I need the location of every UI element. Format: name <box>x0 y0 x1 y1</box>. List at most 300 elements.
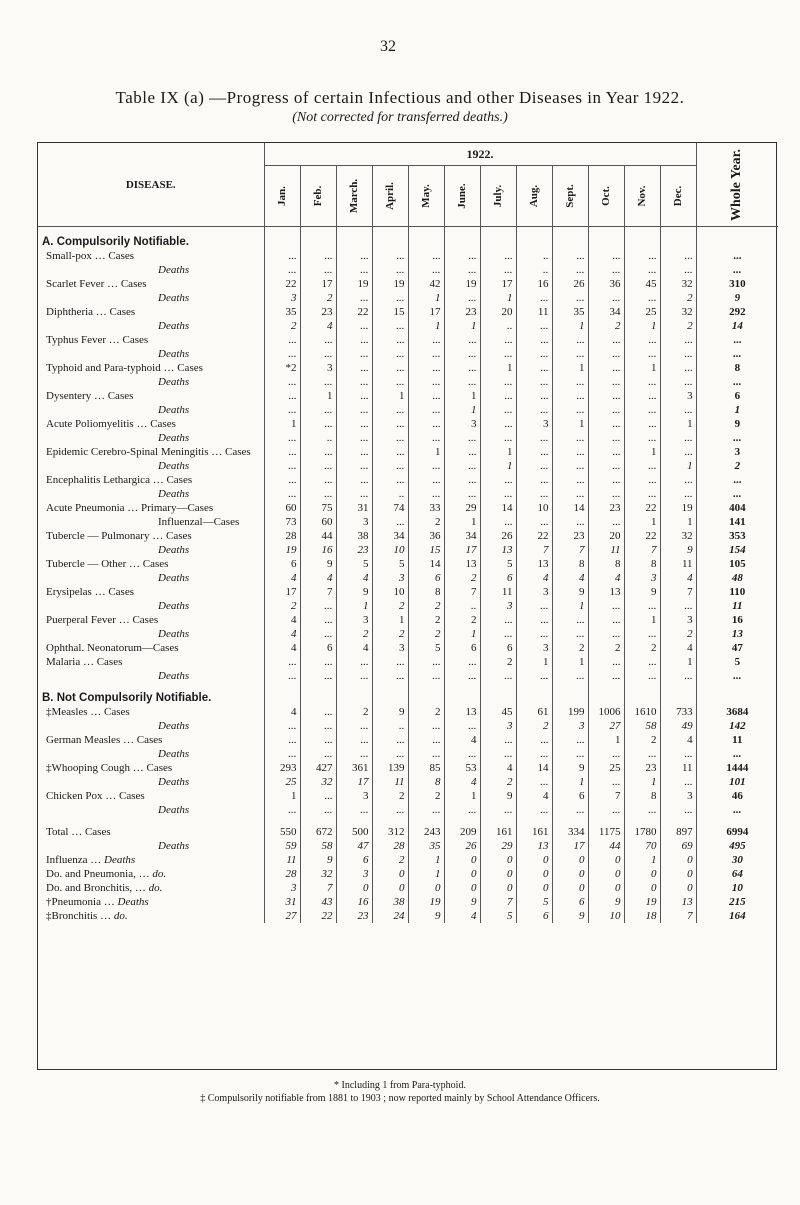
month-cell: 34 <box>372 529 408 543</box>
month-cell: ... <box>408 333 444 347</box>
month-cell: ... <box>444 361 480 375</box>
month-cell: ... <box>588 375 624 389</box>
month-cell: 26 <box>480 529 516 543</box>
month-cell: 29 <box>444 501 480 515</box>
deaths-row <box>38 263 778 277</box>
month-cell: ... <box>372 403 408 417</box>
deaths-row <box>38 543 778 557</box>
row-text: Cases <box>84 826 111 838</box>
row-text: Cases <box>96 656 123 668</box>
month-cell: 2 <box>408 599 444 613</box>
month-cell: ... <box>336 347 372 361</box>
month-cell: ... <box>372 733 408 747</box>
month-cell: ... <box>444 669 480 683</box>
disease-label <box>38 839 264 853</box>
month-cell: ... <box>480 375 516 389</box>
month-cell: 22 <box>336 305 372 319</box>
month-cell: ... <box>264 347 300 361</box>
month-cell: 13 <box>444 557 480 571</box>
row-text: ‡Bronchitis <box>46 910 98 922</box>
whole-year-cell: 6994 <box>696 825 778 839</box>
month-cell: ... <box>552 403 588 417</box>
row-text: Cases <box>120 278 147 290</box>
row-text: do. <box>152 868 167 880</box>
month-cell: 3 <box>516 641 552 655</box>
month-cell: ... <box>336 263 372 277</box>
month-cell: ... <box>552 291 588 305</box>
whole-year-cell: 11 <box>696 733 778 747</box>
row-text: Total <box>46 826 69 838</box>
whole-year-cell: ... <box>696 473 778 487</box>
month-cell: ... <box>264 263 300 277</box>
month-cell: 1 <box>264 789 300 803</box>
month-cell: ... <box>552 487 588 501</box>
month-cell: 2 <box>300 291 336 305</box>
month-cell: 6 <box>480 641 516 655</box>
month-cell: 0 <box>588 881 624 895</box>
month-cell: ... <box>552 431 588 445</box>
month-cell: ... <box>408 669 444 683</box>
month-cell: 8 <box>624 557 660 571</box>
month-cell: ... <box>624 417 660 431</box>
month-cell: ... <box>300 263 336 277</box>
month-label: July. <box>492 184 504 208</box>
month-cell: 38 <box>336 529 372 543</box>
month-cell: ... <box>264 733 300 747</box>
row-text: Cases <box>104 706 130 718</box>
whole-year-cell: 8 <box>696 361 778 375</box>
month-cell: ... <box>444 333 480 347</box>
month-cell: 1 <box>624 613 660 627</box>
row-text: German Measles <box>46 734 121 746</box>
month-cell: ... <box>336 403 372 417</box>
disease-label <box>38 487 264 501</box>
month-cell: ... <box>588 291 624 305</box>
month-cell: ... <box>336 473 372 487</box>
month-cell: 500 <box>336 825 372 839</box>
cases-row <box>38 249 778 263</box>
month-cell: ... <box>408 655 444 669</box>
month-cell: 334 <box>552 825 588 839</box>
month-cell: 4 <box>552 571 588 585</box>
month-cell: 36 <box>408 529 444 543</box>
month-cell: 4 <box>660 571 696 585</box>
disease-label: Diphtheria … Cases <box>46 306 136 318</box>
month-cell: 11 <box>588 543 624 557</box>
month-cell: 0 <box>480 881 516 895</box>
month-cell: ... <box>516 445 552 459</box>
month-cell: 17 <box>336 775 372 789</box>
month-cell: .. <box>444 599 480 613</box>
empty-cell <box>264 683 300 705</box>
month-header <box>660 166 696 227</box>
month-cell: ... <box>444 445 480 459</box>
month-cell: ... <box>336 291 372 305</box>
month-cell: ... <box>444 263 480 277</box>
month-cell: 73 <box>264 515 300 529</box>
month-header <box>588 166 624 227</box>
month-cell: ... <box>624 803 660 817</box>
month-cell: 1 <box>444 627 480 641</box>
deaths-row <box>38 599 778 613</box>
row-text: Cases <box>166 474 193 486</box>
month-cell: ... <box>660 775 696 789</box>
row-text: Deaths <box>158 376 190 388</box>
month-cell: 19 <box>624 895 660 909</box>
whole-year-cell: ... <box>696 375 778 389</box>
disease-label <box>38 599 264 613</box>
month-cell: 10 <box>516 501 552 515</box>
month-cell: 74 <box>372 501 408 515</box>
month-cell: ... <box>264 375 300 389</box>
month-cell: ... <box>624 263 660 277</box>
month-cell: ... <box>372 375 408 389</box>
month-cell: 1 <box>624 775 660 789</box>
month-cell: 1 <box>444 319 480 333</box>
row-text: Deaths <box>158 460 190 472</box>
month-cell: ... <box>516 775 552 789</box>
empty-cell <box>588 227 624 250</box>
month-cell: 25 <box>264 775 300 789</box>
row-text: Epidemic Cerebro-Spinal Meningitis <box>46 446 209 458</box>
month-cell: 0 <box>336 881 372 895</box>
disease-label: Tubercle — Other … Cases <box>46 558 169 570</box>
month-cell: 9 <box>300 853 336 867</box>
month-cell: ... <box>264 249 300 263</box>
row-text: Dysentery <box>46 390 92 402</box>
month-cell: 3 <box>480 719 516 733</box>
row-text: Deaths <box>117 896 149 908</box>
month-cell: 1 <box>552 417 588 431</box>
month-cell: ... <box>624 291 660 305</box>
month-cell: ... <box>444 291 480 305</box>
deaths-row <box>38 867 778 881</box>
month-cell: 1 <box>372 389 408 403</box>
disease-label <box>38 459 264 473</box>
month-cell: 4 <box>300 319 336 333</box>
month-cell: 22 <box>516 529 552 543</box>
month-cell: 9 <box>588 895 624 909</box>
month-cell: 1 <box>552 319 588 333</box>
table-subtitle: (Not corrected for transferred deaths.) <box>292 110 508 125</box>
month-cell: 3 <box>552 719 588 733</box>
deaths-row <box>38 627 778 641</box>
month-cell: ... <box>372 473 408 487</box>
month-cell: 14 <box>480 501 516 515</box>
row-text: Diphtheria <box>46 306 94 318</box>
month-cell: 1 <box>408 319 444 333</box>
month-cell: 58 <box>624 719 660 733</box>
month-cell: ... <box>480 417 516 431</box>
month-cell: 9 <box>336 585 372 599</box>
month-cell: 11 <box>372 775 408 789</box>
month-cell: ... <box>444 719 480 733</box>
month-cell: 1 <box>660 515 696 529</box>
empty-cell <box>336 817 372 825</box>
month-cell: ... <box>372 361 408 375</box>
row-text: Puerperal Fever <box>46 614 116 626</box>
whole-year-cell: 1 <box>696 403 778 417</box>
month-cell: ... <box>516 669 552 683</box>
month-cell: ... <box>300 719 336 733</box>
month-cell: ... <box>336 249 372 263</box>
month-cell: 49 <box>660 719 696 733</box>
row-text: Cases <box>177 362 203 374</box>
empty-cell <box>300 817 336 825</box>
empty-cell <box>696 227 778 250</box>
disease-label: Do. and Bronchitis, … do. <box>46 882 163 894</box>
month-cell: ... <box>588 445 624 459</box>
disease-label: Malaria … Cases <box>46 656 123 668</box>
spacer-row <box>38 817 778 825</box>
disease-label: Total … Cases <box>46 826 111 838</box>
month-cell: 2 <box>480 655 516 669</box>
month-cell: 13 <box>516 557 552 571</box>
month-cell: 1 <box>480 291 516 305</box>
deaths-row <box>38 775 778 789</box>
disease-table <box>38 143 778 923</box>
month-cell: 14 <box>516 761 552 775</box>
month-cell: ... <box>624 431 660 445</box>
cases-row <box>38 361 778 375</box>
month-cell: 0 <box>588 853 624 867</box>
month-cell: 28 <box>372 839 408 853</box>
month-cell: 2 <box>660 627 696 641</box>
month-cell: ... <box>660 473 696 487</box>
month-cell: 4 <box>264 571 300 585</box>
row-text: Deaths <box>158 404 190 416</box>
row-text: Influenzal—Cases <box>158 516 240 528</box>
month-cell: 31 <box>336 501 372 515</box>
month-cell: 2 <box>372 599 408 613</box>
disease-label: ‡Bronchitis … do. <box>46 910 128 922</box>
month-cell: ... <box>516 599 552 613</box>
month-cell: 25 <box>588 761 624 775</box>
month-cell: 161 <box>480 825 516 839</box>
empty-cell <box>38 817 264 825</box>
month-cell: ... <box>300 445 336 459</box>
row-text: Typhoid and Para-typhoid <box>46 362 161 374</box>
month-cell: ... <box>336 459 372 473</box>
month-cell: 897 <box>660 825 696 839</box>
row-text: do. <box>113 910 128 922</box>
month-cell: 1 <box>336 599 372 613</box>
month-cell: 6 <box>444 641 480 655</box>
row-text: Deaths <box>158 264 190 276</box>
deaths-row <box>38 909 778 923</box>
month-cell: 4 <box>336 571 372 585</box>
month-cell: 4 <box>444 909 480 923</box>
row-text: Deaths <box>158 670 190 682</box>
month-cell: ... <box>516 403 552 417</box>
month-cell: 2 <box>588 641 624 655</box>
month-cell: 8 <box>624 789 660 803</box>
month-cell: 4 <box>516 789 552 803</box>
month-cell: 7 <box>300 881 336 895</box>
month-cell: ... <box>336 431 372 445</box>
month-cell: 0 <box>552 853 588 867</box>
disease-label: Scarlet Fever … Cases <box>46 278 147 290</box>
month-cell: ... <box>516 333 552 347</box>
month-cell: 1 <box>552 775 588 789</box>
month-cell: ... <box>588 263 624 277</box>
month-cell: ... <box>588 775 624 789</box>
month-cell: 1 <box>444 515 480 529</box>
row-text: Deaths <box>104 854 136 866</box>
row-text: Ophthal. Neonatorum—Cases <box>46 642 179 654</box>
month-cell: 0 <box>516 853 552 867</box>
month-cell: 17 <box>552 839 588 853</box>
month-cell: ... <box>300 347 336 361</box>
month-cell: 75 <box>300 501 336 515</box>
month-header <box>480 166 516 227</box>
month-cell: 0 <box>444 881 480 895</box>
month-cell: ... <box>480 249 516 263</box>
month-label: Nov. <box>636 185 648 207</box>
deaths-row <box>38 853 778 867</box>
cases-row <box>38 705 778 719</box>
month-cell: ... <box>516 375 552 389</box>
month-cell: 4 <box>300 571 336 585</box>
month-cell: 70 <box>624 839 660 853</box>
empty-cell <box>264 817 300 825</box>
month-cell: 1 <box>660 459 696 473</box>
whole-year-cell: ... <box>696 669 778 683</box>
deaths-row <box>38 571 778 585</box>
month-cell: 2 <box>444 571 480 585</box>
month-cell: ... <box>372 515 408 529</box>
cases-row <box>38 389 778 403</box>
month-cell: 7 <box>588 789 624 803</box>
month-cell: ... <box>516 733 552 747</box>
month-cell: .. <box>300 431 336 445</box>
month-cell: ... <box>372 263 408 277</box>
month-cell: 1 <box>480 459 516 473</box>
month-cell: 2 <box>660 291 696 305</box>
month-cell: ... <box>372 747 408 761</box>
row-text: Deaths <box>158 804 190 816</box>
empty-cell <box>480 683 516 705</box>
month-cell: ... <box>336 389 372 403</box>
whole-year-cell: 11 <box>696 599 778 613</box>
month-cell: 16 <box>336 895 372 909</box>
month-cell: ... <box>336 319 372 333</box>
month-cell: ... <box>516 291 552 305</box>
row-text: †Pneumonia <box>46 896 101 908</box>
whole-year-cell: 16 <box>696 613 778 627</box>
month-cell: ... <box>336 333 372 347</box>
row-text: Deaths <box>158 748 190 760</box>
month-cell: ... <box>588 627 624 641</box>
disease-label: Do. and Pneumonia, … do. <box>46 868 167 880</box>
month-cell: 2 <box>264 599 300 613</box>
month-cell: 5 <box>372 557 408 571</box>
month-cell: 5 <box>480 909 516 923</box>
month-cell: 3 <box>336 515 372 529</box>
month-cell: 361 <box>336 761 372 775</box>
whole-year-cell: ... <box>696 249 778 263</box>
empty-cell <box>408 227 444 250</box>
month-cell: 44 <box>588 839 624 853</box>
month-cell: 8 <box>552 557 588 571</box>
whole-year-cell: 48 <box>696 571 778 585</box>
empty-cell <box>300 683 336 705</box>
disease-label: Epidemic Cerebro-Spinal Meningitis … Cases <box>46 446 251 458</box>
month-cell: ... <box>660 403 696 417</box>
month-cell: ... <box>480 613 516 627</box>
month-cell: 17 <box>300 277 336 291</box>
empty-cell <box>552 683 588 705</box>
month-cell: 9 <box>552 909 588 923</box>
whole-year-cell: 10 <box>696 881 778 895</box>
month-cell: 17 <box>480 277 516 291</box>
month-cell: ... <box>552 389 588 403</box>
month-cell: ... <box>264 655 300 669</box>
month-cell: 36 <box>588 277 624 291</box>
month-cell: 17 <box>264 585 300 599</box>
month-cell: 3 <box>624 571 660 585</box>
month-cell: .. <box>372 719 408 733</box>
row-text: Scarlet Fever <box>46 278 105 290</box>
month-cell: ... <box>480 389 516 403</box>
row-text: Cases <box>225 446 251 458</box>
month-cell: 13 <box>588 585 624 599</box>
month-cell: ... <box>372 655 408 669</box>
month-label: Dec. <box>672 185 685 207</box>
disease-label <box>38 347 264 361</box>
month-cell: 26 <box>552 277 588 291</box>
month-cell: 15 <box>372 305 408 319</box>
month-cell: 45 <box>480 705 516 719</box>
empty-cell <box>372 683 408 705</box>
month-cell: ... <box>264 459 300 473</box>
month-cell: ... <box>660 333 696 347</box>
month-cell: 8 <box>408 775 444 789</box>
month-cell: ... <box>408 249 444 263</box>
month-cell: 1 <box>408 853 444 867</box>
month-cell: 0 <box>408 881 444 895</box>
row-text: Deaths <box>158 776 190 788</box>
month-cell: ... <box>300 333 336 347</box>
row-text: Cases <box>165 530 192 542</box>
disease-label: Encephalitis Lethargica … Cases <box>46 474 193 486</box>
deaths-row <box>38 487 778 501</box>
whole-year-cell: ... <box>696 747 778 761</box>
month-cell: ... <box>264 669 300 683</box>
month-cell: 1 <box>588 733 624 747</box>
cases-row <box>38 825 778 839</box>
month-cell: 25 <box>624 305 660 319</box>
year-header: 1922. <box>264 143 696 166</box>
month-cell: ... <box>300 789 336 803</box>
month-cell: 0 <box>480 867 516 881</box>
month-cell: 4 <box>660 733 696 747</box>
month-cell: ... <box>300 249 336 263</box>
month-cell: ... <box>588 515 624 529</box>
month-cell: 23 <box>444 305 480 319</box>
row-text: Deaths <box>158 488 190 500</box>
month-cell: ... <box>624 347 660 361</box>
month-cell: 4 <box>264 641 300 655</box>
month-header <box>624 166 660 227</box>
month-label: Aug. <box>528 184 540 208</box>
month-cell: ... <box>444 803 480 817</box>
month-header <box>264 166 300 227</box>
month-cell: 5 <box>336 557 372 571</box>
whole-year-cell: 110 <box>696 585 778 599</box>
month-cell: ... <box>444 431 480 445</box>
month-cell: 550 <box>264 825 300 839</box>
